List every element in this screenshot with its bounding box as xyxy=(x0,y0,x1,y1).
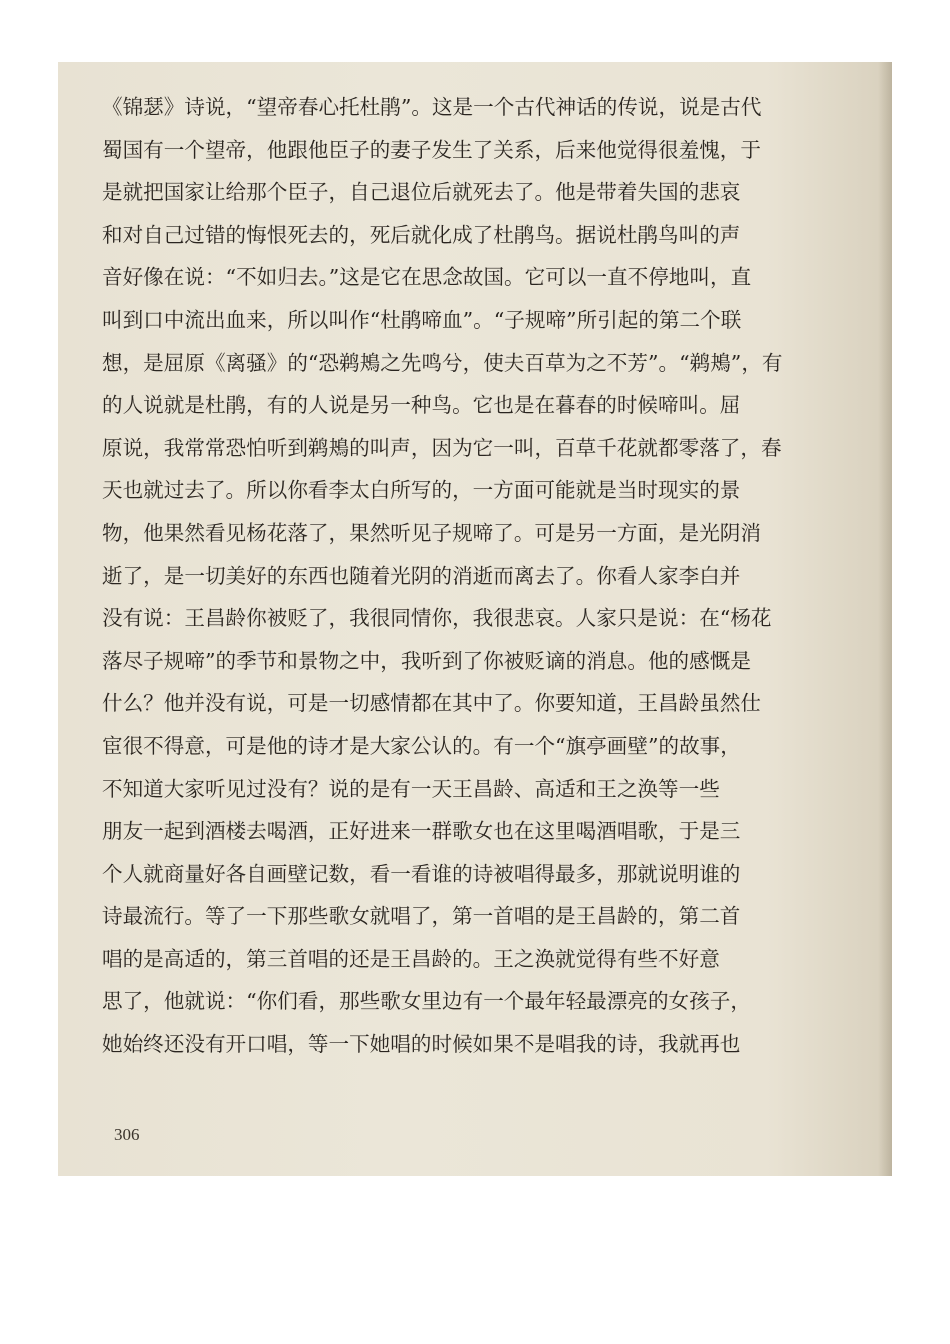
text-line: 原说，我常常恐怕听到鹈鴂的叫声，因为它一叫，百草千花就都零落了，春 xyxy=(102,435,782,460)
text-line: 叫到口中流出血来，所以叫作“杜鹃啼血”。“子规啼”所引起的第二个联 xyxy=(102,307,742,332)
text-line: 她始终还没有开口唱，等一下她唱的时候如果不是唱我的诗，我就再也 xyxy=(102,1032,741,1057)
text-line: 《锦瑟》诗说，“望帝春心托杜鹃”。这是一个古代神话的传说，说是古代 xyxy=(102,95,762,119)
text-line: 物，他果然看见杨花落了，果然听见子规啼了。可是另一方面，是光阴消 xyxy=(102,520,761,545)
text-line: 蜀国有一个望帝，他跟他臣子的妻子发生了关系，后来他觉得很羞愧，于 xyxy=(102,137,761,162)
body-text xyxy=(102,86,842,1066)
page-number: 306 xyxy=(114,1125,140,1144)
text-line: 天也就过去了。所以你看李太白所写的，一方面可能就是当时现实的景 xyxy=(102,478,741,503)
text-line: 思了，他就说：“你们看，那些歌女里边有一个最年轻最漂亮的女孩子， xyxy=(102,989,751,1014)
page-edge-shadow xyxy=(878,62,892,1176)
text-line: 是就把国家让给那个臣子，自己退位后就死去了。他是带着失国的悲哀 xyxy=(102,180,741,205)
text-line: 宦很不得意，可是他的诗才是大家公认的。有一个“旗亭画壁”的故事， xyxy=(102,733,741,758)
text-line: 朋友一起到酒楼去喝酒，正好进来一群歌女也在这里喝酒唱歌，于是三 xyxy=(102,819,741,844)
text-line: 和对自己过错的悔恨死去的，死后就化成了杜鹃鸟。据说杜鹃鸟叫的声 xyxy=(102,222,741,247)
text-line: 没有说：王昌龄你被贬了，我很同情你，我很悲哀。人家只是说：在“杨花 xyxy=(102,606,772,631)
text-line: 什么？他并没有说，可是一切感情都在其中了。你要知道，王昌龄虽然仕 xyxy=(102,691,761,716)
book-page-photo xyxy=(58,62,892,1176)
text-line: 不知道大家听见过没有？说的是有一天王昌龄、高适和王之涣等一些 xyxy=(102,776,720,801)
text-line: 个人就商量好各自画壁记数，看一看谁的诗被唱得最多，那就说明谁的 xyxy=(102,861,741,886)
text-line: 逝了，是一切美好的东西也随着光阴的消逝而离去了。你看人家李白并 xyxy=(102,563,741,588)
text-line: 想，是屈原《离骚》的“恐鹈鴂之先鸣兮，使夫百草为之不芳”。“鹈鴂”，有 xyxy=(102,350,783,375)
text-line: 唱的是高适的，第三首唱的还是王昌龄的。王之涣就觉得有些不好意 xyxy=(102,946,720,971)
text-line: 落尽子规啼”的季节和景物之中，我听到了你被贬谪的消息。他的感慨是 xyxy=(102,648,751,673)
text-line: 诗最流行。等了一下那些歌女就唱了，第一首唱的是王昌龄的，第二首 xyxy=(102,904,741,929)
text-line: 的人说就是杜鹃，有的人说是另一种鸟。它也是在暮春的时候啼叫。屈 xyxy=(102,393,741,418)
text-line: 音好像在说：“不如归去。”这是它在思念故国。它可以一直不停地叫，直 xyxy=(102,265,752,290)
